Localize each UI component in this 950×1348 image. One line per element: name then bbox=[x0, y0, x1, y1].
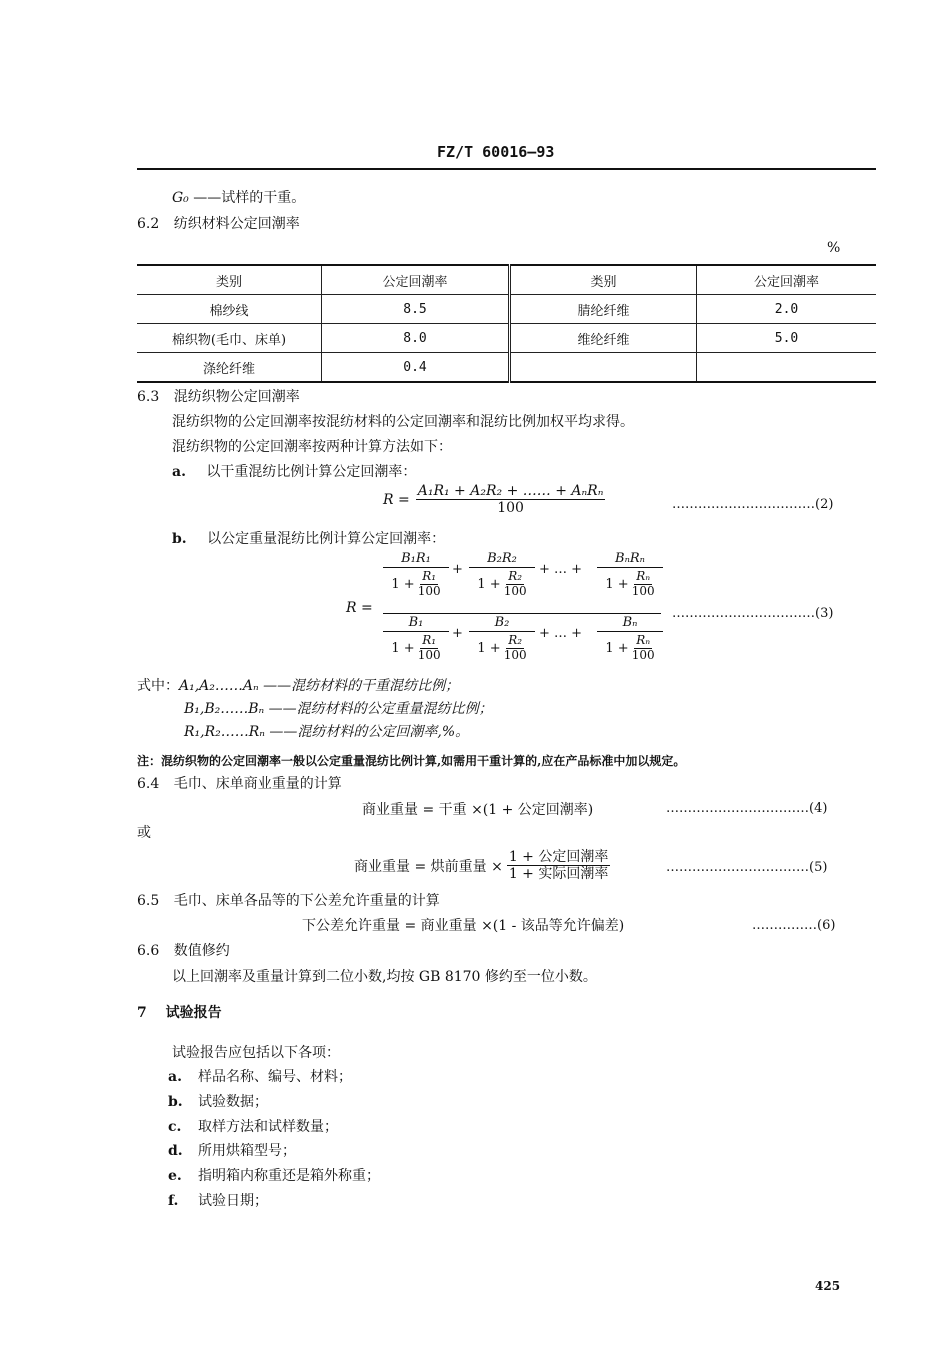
eq3-term: BₙRₙ 1 + $\frac{\text{Rₙ}}{100}$ bbox=[597, 550, 663, 599]
section-number: 6.3 bbox=[137, 389, 160, 405]
table-cell: 8.0 bbox=[322, 324, 510, 353]
eq3-term: B₂ 1 + $\frac{\text{R₂}}{100}$ bbox=[469, 614, 535, 663]
table-header: 类别 bbox=[510, 265, 697, 295]
paragraph: 试验报告应包括以下各项： bbox=[172, 1045, 340, 1061]
list-item: a. 样品名称、编号、材料； bbox=[168, 1069, 352, 1085]
eq-numerator: 1 + 公定回潮率 bbox=[508, 849, 609, 865]
equation-tag: ……………………………(4) bbox=[666, 801, 828, 816]
list-label: b. bbox=[172, 531, 187, 547]
section-title: 毛巾、床单商业重量的计算 bbox=[173, 776, 342, 792]
table-header: 公定回潮率 bbox=[697, 265, 877, 295]
table-row bbox=[137, 353, 876, 383]
equation-5 bbox=[354, 849, 610, 882]
equation-6: 下公差允许重量 = 商业重量 ×(1 - 该品等允许偏差) bbox=[302, 918, 625, 934]
eq-denominator: 1 + 实际回潮率 bbox=[508, 866, 609, 883]
equation-tag: ……………………………(2) bbox=[672, 497, 834, 512]
table-cell bbox=[697, 353, 877, 383]
section-7-heading bbox=[137, 1002, 222, 1022]
table-row bbox=[137, 324, 876, 353]
g0-symbol: G₀ bbox=[172, 190, 189, 206]
section-title: 毛巾、床单各品等的下公差允许重量的计算 bbox=[173, 893, 440, 909]
page-number: 425 bbox=[815, 1279, 841, 1293]
list-item: b. 试验数据； bbox=[168, 1094, 268, 1110]
paragraph: 以上回潮率及重量计算到二位小数,均按 GB 8170 修约至一位小数。 bbox=[172, 969, 597, 985]
section-title: 混纺织物公定回潮率 bbox=[173, 389, 300, 405]
section-title: 试验报告 bbox=[165, 1005, 222, 1021]
list-item: d. 所用烘箱型号； bbox=[168, 1143, 296, 1159]
table-header: 公定回潮率 bbox=[322, 265, 510, 295]
eq3-term: B₂R₂ 1 + $\frac{\text{R₂}}{100}$ bbox=[469, 550, 535, 599]
note: 注：混纺织物的公定回潮率一般以公定重量混纺比例计算,如需用干重计算的,应在产品标准中加以规定。 bbox=[137, 754, 686, 768]
equation-2 bbox=[383, 483, 605, 516]
where-label: 式中： bbox=[137, 678, 179, 694]
section-title: 纺织材料公定回潮率 bbox=[173, 216, 300, 232]
list-item: e. 指明箱内称重还是箱外称重； bbox=[168, 1168, 380, 1184]
eq3-lhs: R = bbox=[346, 600, 373, 616]
list-text: 以干重混纺比例计算公定回潮率： bbox=[206, 464, 417, 480]
where-line-2: B₁,B₂……Bₙ ——混纺材料的公定重量混纺比例； bbox=[184, 701, 493, 717]
list-item: c. 取样方法和试样数量； bbox=[168, 1119, 338, 1135]
definition-g0 bbox=[172, 187, 305, 207]
table-header: 类别 bbox=[137, 265, 322, 295]
table-cell: 8.5 bbox=[322, 295, 510, 324]
table-cell: 腈纶纤维 bbox=[510, 295, 697, 324]
eq3-term: B₁ 1 + $\frac{\text{R₁}}{100}$ bbox=[383, 614, 449, 663]
table-header-row bbox=[137, 265, 876, 295]
eq-numerator: A₁R₁ + A₂R₂ + …… + AₙRₙ bbox=[417, 483, 604, 499]
table-cell: 0.4 bbox=[322, 353, 510, 383]
list-item: f. 试验日期； bbox=[168, 1193, 268, 1209]
section-number: 6.2 bbox=[137, 216, 160, 232]
where-line-1: 式中：A₁,A₂……Aₙ ——混纺材料的干重混纺比例； bbox=[137, 678, 460, 694]
section-6-2-heading bbox=[137, 213, 300, 233]
paragraph: 混纺织物的公定回潮率按混纺材料的公定回潮率和混纺比例加权平均求得。 bbox=[172, 414, 634, 430]
eq3-term: B₁R₁ 1 + $\frac{\text{R₁}}{100}$ bbox=[383, 550, 449, 599]
paragraph: 混纺织物的公定回潮率按两种计算方法如下： bbox=[172, 439, 452, 455]
table-cell: 5.0 bbox=[697, 324, 877, 353]
table-cell: 维纶纤维 bbox=[510, 324, 697, 353]
section-title: 数值修约 bbox=[173, 943, 230, 959]
section-number: 6.4 bbox=[137, 776, 160, 792]
list-item-b bbox=[172, 528, 445, 548]
equation-4: 商业重量 = 干重 ×(1 + 公定回潮率) bbox=[362, 802, 594, 818]
equation-tag: ……………………………(3) bbox=[672, 606, 834, 621]
equation-tag: ……………………………(5) bbox=[666, 860, 828, 875]
section-6-6-heading bbox=[137, 940, 230, 960]
header-rule bbox=[137, 168, 876, 170]
list-item-a bbox=[172, 461, 416, 481]
equation-tag: ……………(6) bbox=[752, 918, 836, 933]
section-number: 6.5 bbox=[137, 893, 160, 909]
table-cell bbox=[510, 353, 697, 383]
table-cell: 棉织物(毛巾、床单) bbox=[137, 324, 322, 353]
table-cell: 2.0 bbox=[697, 295, 877, 324]
or-text: 或 bbox=[137, 825, 151, 841]
section-number: 6.6 bbox=[137, 943, 160, 959]
moisture-regain-table bbox=[137, 264, 876, 383]
section-number: 7 bbox=[137, 1005, 147, 1021]
where-line-3: R₁,R₂……Rₙ ——混纺材料的公定回潮率,%。 bbox=[184, 724, 470, 740]
table-row bbox=[137, 295, 876, 324]
unit-label: % bbox=[827, 240, 841, 256]
eq-denominator: 100 bbox=[497, 500, 524, 517]
plus-sign: + bbox=[452, 626, 463, 641]
eq-lhs: 商业重量 = 烘前重量 × bbox=[354, 858, 503, 875]
section-6-3-heading bbox=[137, 386, 300, 406]
section-6-4-heading bbox=[137, 773, 342, 793]
plus-ellipsis: + … + bbox=[539, 626, 583, 641]
list-text: 以公定重量混纺比例计算公定回潮率： bbox=[207, 531, 446, 547]
eq3-term: Bₙ 1 + $\frac{\text{Rₙ}}{100}$ bbox=[597, 614, 663, 663]
g0-text: ——试样的干重。 bbox=[193, 190, 306, 206]
plus-ellipsis: + … + bbox=[539, 562, 583, 577]
standard-code: FZ/T 60016—93 bbox=[437, 143, 555, 161]
table-cell: 涤纶纤维 bbox=[137, 353, 322, 383]
plus-sign: + bbox=[452, 562, 463, 577]
table-cell: 棉纱线 bbox=[137, 295, 322, 324]
eq-lhs: R = bbox=[383, 491, 410, 508]
section-6-5-heading bbox=[137, 890, 440, 910]
list-label: a. bbox=[172, 464, 186, 480]
